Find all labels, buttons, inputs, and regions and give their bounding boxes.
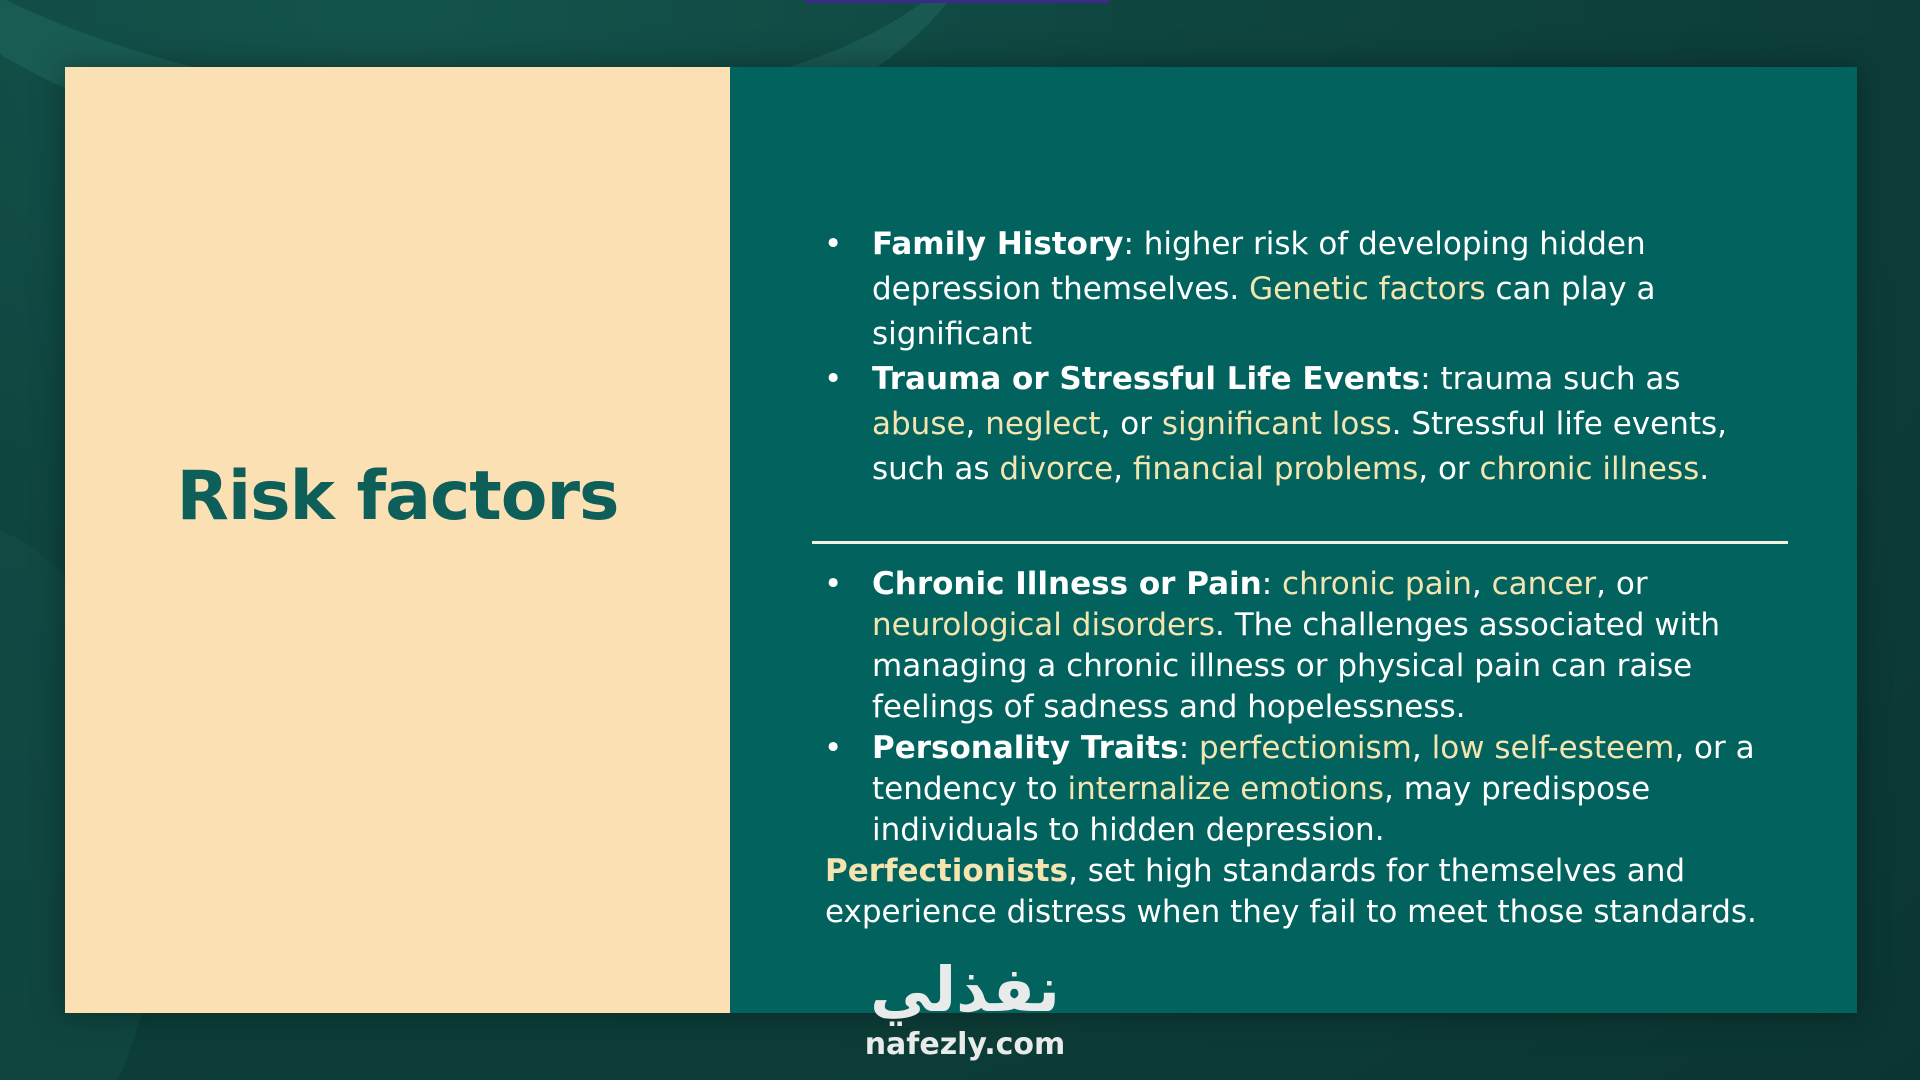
bullet-text: : higher risk of developing hidden depression themselves. — [872, 226, 1646, 307]
highlighted-term: neglect — [985, 406, 1101, 442]
section-divider — [812, 541, 1788, 544]
highlighted-term: low self-esteem — [1431, 730, 1675, 766]
top-strip — [805, 0, 1110, 3]
watermark-url: nafezly.com — [864, 1027, 1066, 1062]
highlighted-term: Genetic factors — [1249, 271, 1486, 307]
bullet-text: : trauma such as — [1420, 361, 1681, 397]
bullet-item — [730, 728, 1790, 851]
bullet-text: . The challenges associated with managing a chronic illness or physical pain can raise feelings of sadness and hopelessness. — [872, 607, 1721, 725]
highlighted-term: abuse — [872, 406, 966, 442]
title-panel — [65, 67, 730, 1013]
bullet-text: . — [1699, 451, 1710, 487]
closing-paragraph — [730, 851, 1790, 933]
bullet-text: can play a significant — [872, 271, 1656, 352]
bullet-text: . Stressful life events, such as — [872, 406, 1728, 487]
bullet-text: , or — [1418, 451, 1480, 487]
bullet-heading: Family History — [872, 226, 1124, 262]
bullet-item — [730, 357, 1790, 492]
bullet-text: , or — [1100, 406, 1162, 442]
watermark-logo — [835, 955, 1095, 1080]
bullet-text: , — [965, 406, 986, 442]
bullet-text: , — [1471, 566, 1492, 602]
bullet-text: , set high standards for themselves and experience distress when they fail to meet those standards. — [825, 853, 1757, 930]
bullet-text: : — [1261, 566, 1283, 602]
highlighted-term: financial problems — [1132, 451, 1419, 487]
bullet-text: , — [1113, 451, 1133, 487]
bullet-heading: Chronic Illness or Pain — [872, 566, 1262, 602]
highlighted-term: internalize emotions — [1067, 771, 1385, 807]
bullet-heading: Perfectionists — [825, 853, 1069, 889]
highlighted-term: significant loss — [1161, 406, 1392, 442]
bottom-bullet-block — [730, 564, 1790, 933]
watermark-arabic: نفذلي — [870, 953, 1060, 1026]
top-bullet-block — [730, 222, 1790, 492]
highlighted-term: chronic pain — [1282, 566, 1472, 602]
slide-title: Risk factors — [176, 457, 619, 536]
bottom-bullet-list — [730, 564, 1790, 851]
bullet-item — [730, 222, 1790, 357]
content-panel — [730, 67, 1857, 1013]
slide — [65, 67, 1857, 1013]
bullet-heading: Personality Traits — [872, 730, 1179, 766]
bullet-text: , or — [1596, 566, 1648, 602]
bullet-text: , — [1411, 730, 1432, 766]
highlighted-term: divorce — [999, 451, 1114, 487]
bullet-item — [730, 564, 1790, 728]
bullet-text: , may predispose individuals to hidden depression. — [872, 771, 1651, 848]
highlighted-term: chronic illness — [1479, 451, 1700, 487]
bullet-text: : — [1178, 730, 1199, 766]
highlighted-term: perfectionism — [1199, 730, 1412, 766]
highlighted-term: cancer — [1491, 566, 1597, 602]
top-bullet-list — [730, 222, 1790, 492]
highlighted-term: neurological disorders — [872, 607, 1216, 643]
bullet-text: , or a tendency to — [872, 730, 1755, 807]
bullet-heading: Trauma or Stressful Life Events — [872, 361, 1421, 397]
